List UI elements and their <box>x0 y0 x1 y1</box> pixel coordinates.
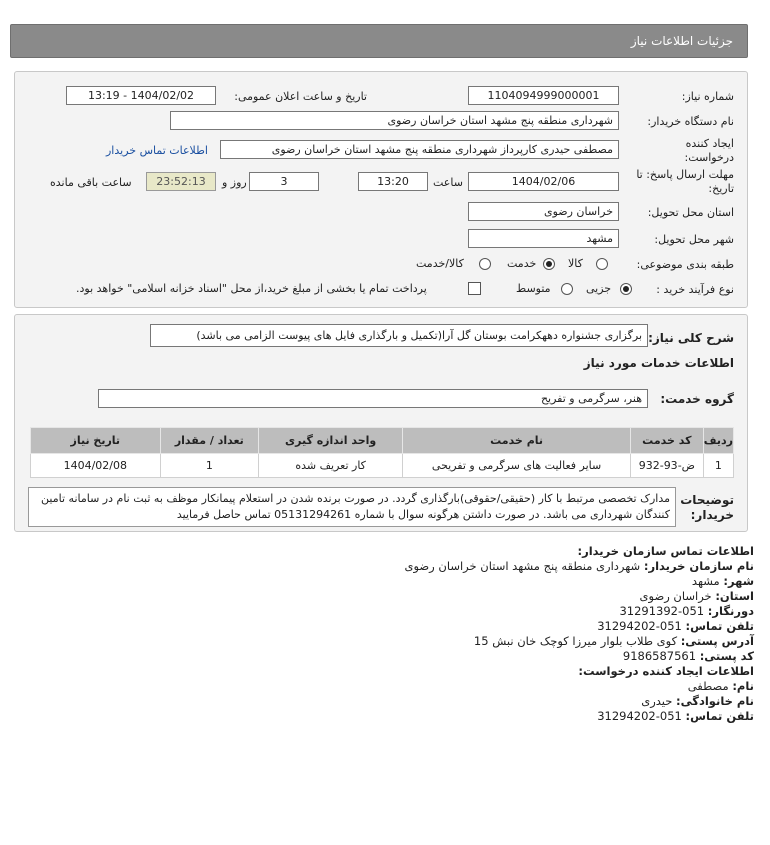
process-radio-minor[interactable] <box>620 283 632 295</box>
buyer-contact-link[interactable]: اطلاعات تماس خریدار <box>106 144 208 157</box>
province-field: خراسان رضوی <box>468 202 619 221</box>
days-label: روز و <box>222 176 247 189</box>
category-radio-goods[interactable] <box>596 258 608 270</box>
cell-unit: کار تعریف شده <box>259 454 403 478</box>
province-line: استان: خراسان رضوی <box>639 589 754 603</box>
creator-field: مصطفی حیدری کارپرداز شهرداری منطقه پنج مشهد استان خراسان رضوی <box>220 140 619 159</box>
services-table <box>30 427 734 478</box>
creator-label: ایجاد کننده درخواست: <box>684 137 734 164</box>
deadline-time-label: ساعت <box>433 176 463 189</box>
creator-family-line: نام خانوادگی: حیدری <box>641 694 754 708</box>
phone-line: تلفن تماس: 051-31294202 <box>597 619 754 633</box>
category-option-goods: کالا <box>568 257 583 270</box>
category-radio-service[interactable] <box>543 258 555 270</box>
cell-quantity: 1 <box>160 454 259 478</box>
col-unit: واحد اندازه گیری <box>259 428 403 454</box>
services-title: اطلاعات خدمات مورد نیاز <box>583 356 734 370</box>
creator-name-line: نام: مصطفی <box>687 679 754 693</box>
province-label: استان محل تحویل: <box>647 206 734 219</box>
need-number-field: 1104094999000001 <box>468 86 619 105</box>
org-name-line: نام سازمان خریدار: شهرداری منطقه پنج مشهد استان خراسان رضوی <box>404 559 754 573</box>
col-need-date: تاریخ نیاز <box>31 428 161 454</box>
cell-service-code: ض-93-932 <box>630 454 703 478</box>
remaining-time-field: 23:52:13 <box>146 172 216 191</box>
service-group-label: گروه خدمت: <box>660 392 734 406</box>
page-header <box>10 24 748 58</box>
deadline-time-field: 13:20 <box>358 172 428 191</box>
buyer-label: نام دستگاه خریدار: <box>647 115 734 128</box>
city-field: مشهد <box>468 229 619 248</box>
city-line: شهر: مشهد <box>691 574 754 588</box>
contact-heading: اطلاعات تماس سازمان خریدار: <box>577 544 754 558</box>
col-service-code: کد خدمت <box>630 428 703 454</box>
category-label: طبقه بندی موضوعی: <box>636 258 734 271</box>
category-radio-goods-service[interactable] <box>479 258 491 270</box>
process-label: نوع فرآیند خرید : <box>656 283 734 296</box>
col-row: ردیف <box>703 428 733 454</box>
city-label: شهر محل تحویل: <box>654 233 734 246</box>
address-line: آدرس پستی: کوی طلاب بلوار میرزا کوچک خان نبش 15 <box>473 634 754 648</box>
cell-service-name: سایر فعالیت های سرگرمی و تفریحی <box>403 454 631 478</box>
postal-line: کد پستی: 9186587561 <box>622 649 754 663</box>
treasury-payment-checkbox[interactable] <box>468 282 481 295</box>
service-group-field: هنر، سرگرمی و تفریح <box>98 389 648 408</box>
page-title: جزئیات اطلاعات نیاز <box>630 34 733 48</box>
deadline-date-field: 1404/02/06 <box>468 172 619 191</box>
remaining-label: ساعت باقی مانده <box>50 176 132 189</box>
treasury-payment-note: پرداخت تمام یا بخشی از مبلغ خرید،از محل "اسناد خزانه اسلامی" خواهد بود. <box>76 282 427 295</box>
fax-line: دورنگار: 051-31291392 <box>619 604 754 618</box>
process-option-minor: جزیی <box>586 282 612 295</box>
cell-row: 1 <box>703 454 733 478</box>
cell-need-date: 1404/02/08 <box>31 454 161 478</box>
creator-phone-line: تلفن تماس: 051-31294202 <box>597 709 754 723</box>
col-service-name: نام خدمت <box>403 428 631 454</box>
category-option-service: خدمت <box>507 257 537 270</box>
process-radio-medium[interactable] <box>561 283 573 295</box>
announce-label: تاریخ و ساعت اعلان عمومی: <box>234 90 367 103</box>
col-quantity: تعداد / مقدار <box>160 428 259 454</box>
table-row <box>31 454 734 478</box>
summary-label: شرح کلی نیاز: <box>648 331 734 345</box>
need-number-label: شماره نیاز: <box>681 90 734 103</box>
services-table-header <box>31 428 734 454</box>
buyer-notes-field: مدارک تخصصی مرتبط با کار (حقیقی/حقوقی)بارگذاری گردد. در صورت برنده شدن در استعلام پیمانکار موظف به ثبت نام در سامانه تامین کنندگان شهرداری می باشد. در صورت داشتن هرگونه سوال با شماره 05131294261 تماس حاصل فرمایید <box>28 487 676 527</box>
days-field: 3 <box>249 172 319 191</box>
buyer-notes-label: توضیحات خریدار: <box>680 493 734 522</box>
process-option-medium: متوسط <box>516 282 551 295</box>
summary-field: برگزاری جشنواره دههکرامت بوستان گل آرا(تکمیل و بارگذاری فایل های پیوست الزامی می باشد) <box>150 324 648 347</box>
announce-field: 1404/02/02 - 13:19 <box>66 86 216 105</box>
creator-heading: اطلاعات ایجاد کننده درخواست: <box>578 664 754 678</box>
category-option-goods-service: کالا/خدمت <box>416 257 464 270</box>
deadline-label: مهلت ارسال پاسخ: تا تاریخ: <box>636 168 734 195</box>
buyer-field: شهرداری منطقه پنج مشهد استان خراسان رضوی <box>170 111 619 130</box>
